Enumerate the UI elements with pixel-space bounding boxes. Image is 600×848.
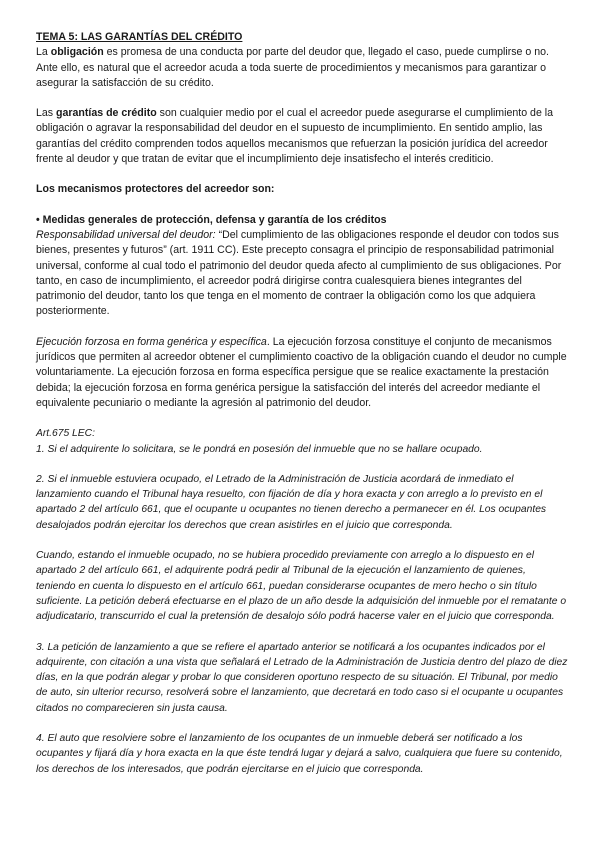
- mechanisms-heading: [36, 182, 568, 197]
- measures-heading: [36, 213, 568, 228]
- law-article-heading: Art.675 LEC:: [36, 428, 95, 440]
- definition-lead: Las: [36, 107, 57, 120]
- intro-paragraph: [36, 45, 568, 91]
- universal-liability-text: “Del cumplimiento de las obligaciones responde el deudor con todos sus bienes, presentes y futuros” (art. 1911 CC). Este precepto consagra el principio de responsabilidad patrimonial universal, conforme al cual todo el patrimonio del deudor queda afecto al cumplimiento de sus obligaciones. Por tanto, en caso de incumplimiento, el acreedor podrá dirigirse contra cualesquiera bienes integrantes del patrimonio del deudor, tanto los que tenga en el momento de contraer la obligación como los que adquiera posteriormente.: [36, 228, 562, 318]
- measures-heading-text: • Medidas generales de protección, defensa y garantía de los créditos: [36, 213, 387, 226]
- law-article-section: [36, 426, 568, 777]
- forced-execution-text: . La ejecución forzosa constituye el conjunto de mecanismos jurídicos que permiten al acreedor obtener el cumplimiento coactivo de la obligación cuando el deudor no cumple voluntariamente. La ejecución forzosa en forma específica persigue que se realice exactamente la prestación debida; la ejecución forzosa en forma genérica persigue la satisfacción del interés del acreedor mediante el equivalente pecuniario o mediante la agresión al patrimonio del deudor.: [36, 335, 567, 409]
- intro-lead: La: [36, 46, 51, 59]
- law-paragraph-2: 2. Si el inmueble estuviera ocupado, el Letrado de la Administración de Justicia acordará de inmediato el lanzamiento cuando el Tribunal haya resuelto, con fijación de día y hora exacta y con arreglo a lo previsto en el apartado 2 del artículo 661, que el ocupante u ocupantes no tienen derecho a permanecer en él. Los ocupantes desalojados podrán ejercitar los derechos que crean asistirles en el juicio que corresponda.: [36, 473, 547, 531]
- definition-paragraph: [36, 106, 568, 167]
- document-title: TEMA 5: LAS GARANTÍAS DEL CRÉDITO: [36, 31, 243, 43]
- forced-execution-label: Ejecución forzosa en forma genérica y específica: [36, 335, 267, 348]
- mechanisms-heading-text: Los mecanismos protectores del acreedor son:: [36, 183, 275, 196]
- law-paragraph-4: 3. La petición de lanzamiento a que se refiere el apartado anterior se notificará a los ocupantes indicados por el adquirente, con citación a una vista que señalará el Letrado de la Administración de Justicia dentro del plazo de diez días, en la que podrán alegar y probar lo que consideren oportuno respecto de su situación. El Tribunal, por medio de auto, sin ulterior recurso, resolverá sobre el lanzamiento, que decretará en todo caso si el ocupante u ocupantes citados no comparecieren sin justa causa.: [36, 641, 568, 714]
- intro-rest: es promesa de una conducta por parte del deudor que, llegado el caso, puede cumplirse o no. Ante ello, es natural que el acreedor acuda a toda suerte de procedimientos y mecanismos para garantizar o asegurar la satisfacción de su crédito.: [36, 46, 549, 89]
- universal-liability-label: Responsabilidad universal del deudor:: [36, 228, 216, 241]
- law-paragraph-1: 1. Si el adquirente lo solicitara, se le pondrá en posesión del inmueble que no se hallare ocupado.: [36, 443, 483, 455]
- law-paragraph-3: Cuando, estando el inmueble ocupado, no se hubiera procedido previamente con arreglo a lo dispuesto en el apartado 2 del artículo 661, el adquirente podrá pedir al Tribunal de la ejecución el lanzamiento de quienes, teniendo en cuenta lo dispuesto en el artículo 661, puedan considerarse ocupantes de mero hecho o sin título suficiente. La petición deberá efectuarse en el plazo de un año desde la adquisición del inmueble por el rematante o adjudicatario, transcurrido el cual la pretensión de desalojo sólo podrá hacerse valer en el juicio que corresponda.: [36, 550, 567, 623]
- universal-liability-paragraph: [36, 228, 568, 320]
- forced-execution-paragraph: [36, 335, 568, 411]
- term-garantias: garantías de crédito: [56, 107, 157, 120]
- term-obligacion: obligación: [50, 46, 104, 59]
- definition-rest: son cualquier medio por el cual el acreedor puede asegurarse el cumplimiento de la obligación o agravar la responsabilidad del deudor en el supuesto de incumplimiento. En sentido amplio, las garantías del crédito comprenden todos aquellos mecanismos que refuerzan la posición jurídica del acreedor frente al deudor y que tratan de evitar que el incumplimiento deje insatisfecho el interés crediticio.: [36, 107, 554, 166]
- law-paragraph-5: 4. El auto que resolviere sobre el lanzamiento de los ocupantes de un inmueble deberá ser notificado a los ocupantes y fijará día y hora exacta en la que éste tendrá lugar y dejará a salvo, cualquiera que fuere su contenido, los derechos de los interesados, que podrán ejercitarse en el juicio que corresponda.: [36, 732, 563, 775]
- document-page: [36, 30, 568, 777]
